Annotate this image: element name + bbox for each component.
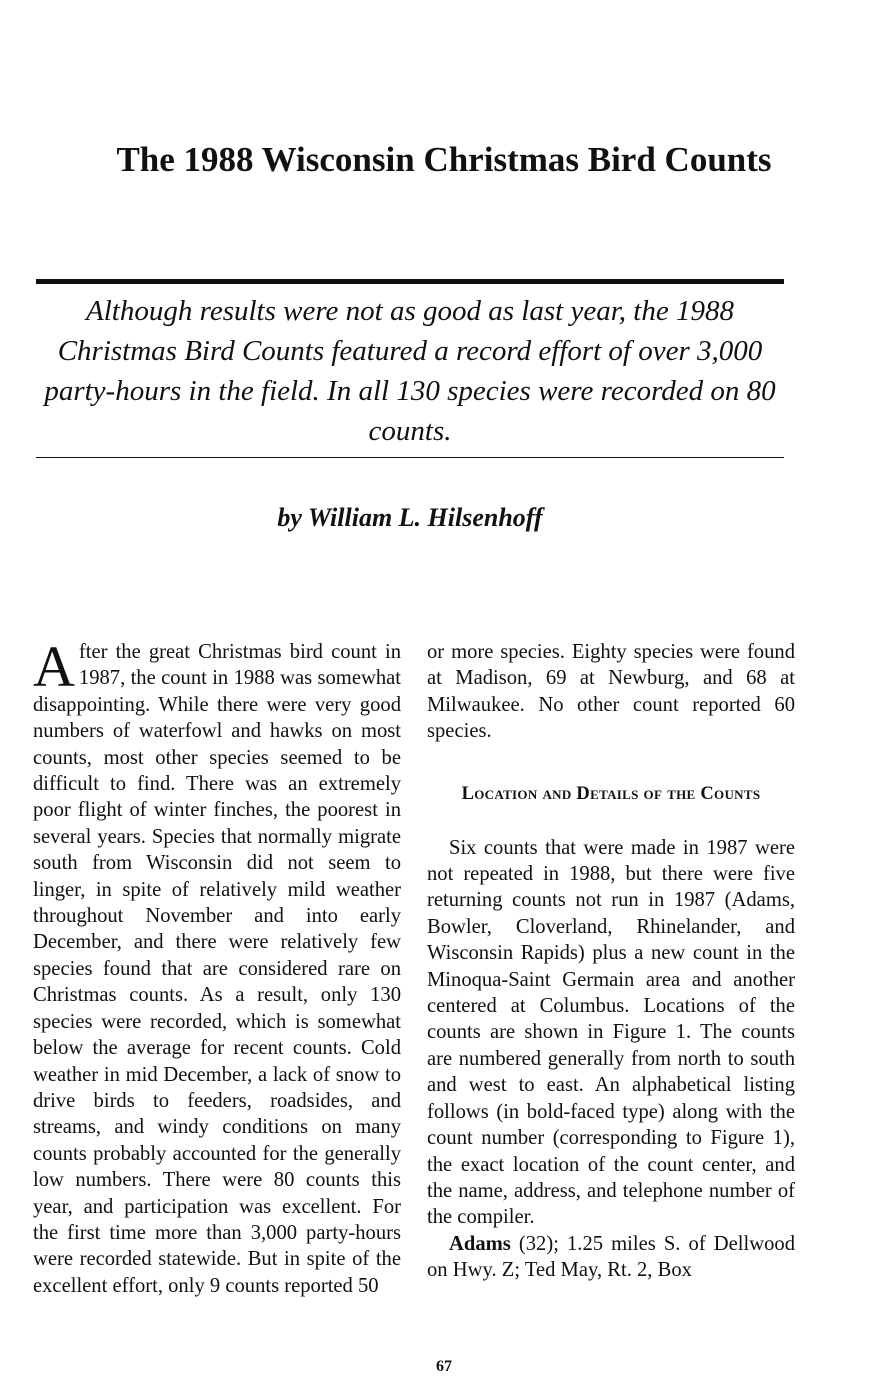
left-column bbox=[33, 634, 401, 1299]
intro-continued-paragraph: or more species. Eighty species were found at Madison, 69 at Newburg, and 68 at Milwaukee. No other count reported 60 species. bbox=[427, 641, 795, 743]
intro-paragraph bbox=[33, 634, 401, 1299]
drop-cap: A bbox=[33, 634, 75, 699]
article-abstract: Although results were not as good as last year, the 1988 Christmas Bird Counts featured a record effort of over 3,000 party-hours in the field. In all 130 species were recorded on 80 counts. bbox=[44, 295, 776, 447]
locations-paragraph: Six counts that were made in 1987 were not repeated in 1988, but there were five returning counts not run in 1987 (Adams, Bowler, Cloverland, Rhinelander, and Wisconsin Rapids) plus a new count in the Minoqua-Saint Germain area and another centered at Columbus. Locations of the counts are shown in Figure 1. The counts are numbered generally from north to south and west to east. An alphabetical listing follows (in bold-faced type) along with the count number (corresponding to Figure 1), the exact location of the count center, and the name, address, and telephone number of the compiler. bbox=[427, 836, 795, 1229]
article-title: The 1988 Wisconsin Christmas Bird Counts bbox=[116, 140, 772, 179]
count-entry-name: Adams bbox=[449, 1232, 511, 1255]
abstract-rule-thin bbox=[36, 457, 784, 458]
count-entry-paragraph bbox=[427, 1231, 795, 1284]
intro-text: fter the great Christmas bird count in 1987, the count in 1988 was somewhat disappointing. While there were very good numbers of waterfowl and hawks on most counts, most other species seemed to be difficult to find. There was an extremely poor flight of winter finches, the poorest in several years. Species that normally migrate south from Wisconsin did not seem to linger, in spite of relatively mild weather throughout November and into early December, and there were relatively few species found that are considered rare on Christmas counts. As a result, only 130 species were recorded, which is somewhat below the average for recent counts. Cold weather in mid December, a lack of snow to drive birds to feeders, roadsides, and streams, and windy conditions on many counts probably accounted for the generally low numbers. There were 80 counts this year, and participation was excellent. For the first time more than 3,000 party-hours were recorded statewide. But in spite of the excellent effort, only 9 counts reported 50 bbox=[33, 641, 401, 1297]
right-column bbox=[427, 639, 795, 1284]
count-entry-text: (32); 1.25 miles S. of Dellwood on Hwy. Z; Ted May, Rt. 2, Box bbox=[427, 1232, 795, 1282]
page-number: 67 bbox=[436, 1358, 452, 1375]
section-heading: Location and Details of the Counts bbox=[461, 783, 761, 804]
title-rule-thick bbox=[36, 279, 784, 284]
article-byline: by William L. Hilsenhoff bbox=[277, 503, 543, 532]
